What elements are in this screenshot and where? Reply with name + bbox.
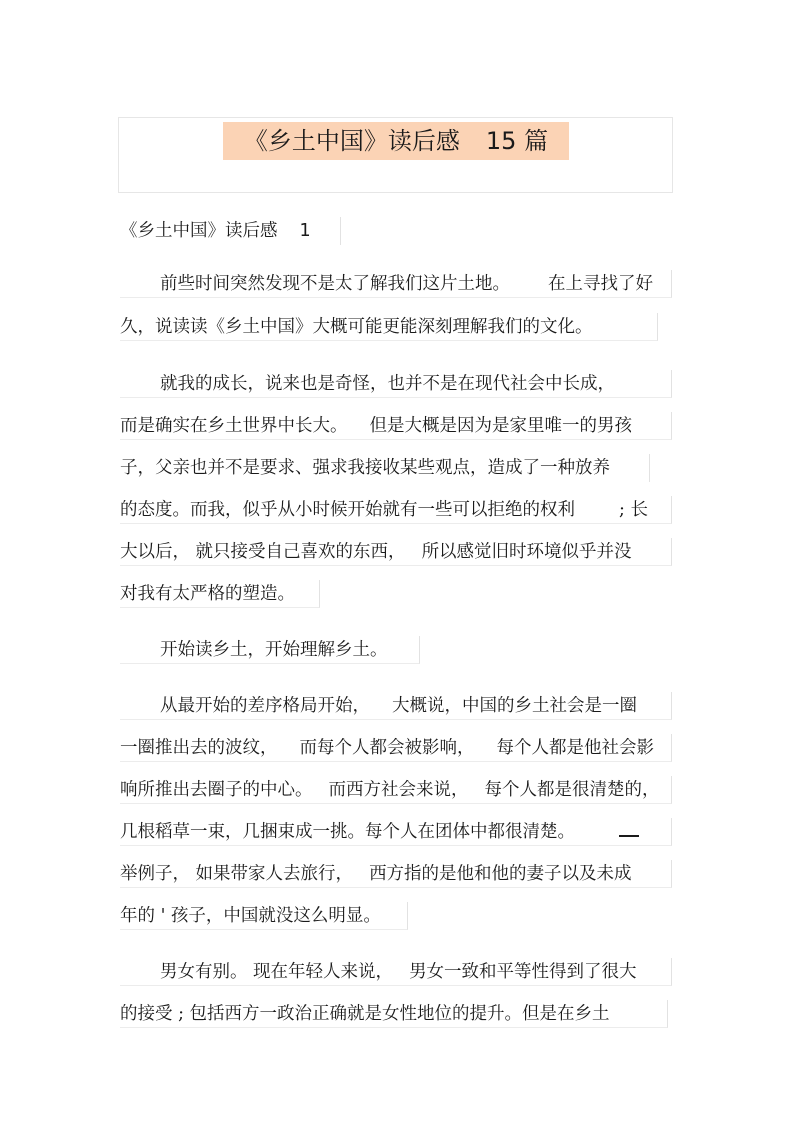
- text-line: [120, 538, 672, 566]
- section-heading: [120, 217, 341, 245]
- text-segment: 男女一致和平等性得到了很大: [409, 962, 637, 982]
- text-segment: 从最开始的差序格局开始，: [160, 696, 370, 716]
- document-title-count: 15 篇: [485, 127, 549, 155]
- underline-mark: [619, 821, 639, 837]
- text-line: [120, 734, 672, 762]
- text-line: [120, 860, 672, 888]
- text-segment: 所以感觉旧时环境似乎并没: [421, 542, 632, 562]
- text-segment: 一圈推出去的波纹，: [120, 738, 278, 758]
- document-title-text: 《乡土中国》读后感: [243, 127, 460, 155]
- text-line: [120, 692, 672, 720]
- section-heading-text: 《乡土中国》读后感: [120, 221, 278, 241]
- text-segment: 而西方社会来说，: [328, 780, 469, 800]
- text-segment: ; 长: [619, 500, 648, 520]
- text-line: [120, 454, 650, 482]
- text-line: [120, 818, 672, 846]
- text-segment: 响所推出去圈子的中心。: [120, 780, 313, 800]
- document-title: [223, 122, 569, 160]
- text-segment: 在上寻找了好: [548, 274, 653, 294]
- text-line: [120, 902, 408, 930]
- text-line: [120, 270, 672, 298]
- text-segment: 就我的成长，说来也是奇怪，也并不是在现代社会中长成，: [160, 374, 615, 394]
- text-segment: 子，父亲也并不是要求、强求我接收某些观点，造成了一种放养: [120, 458, 610, 478]
- section-heading-number: 1: [299, 221, 311, 241]
- text-segment: 几根稻草一束，几捆束成一挑。每个人在团体中都很清楚。: [120, 822, 575, 842]
- text-segment: 举例子， 如果带家人去旅行，: [120, 864, 354, 884]
- text-segment: 久，说读读《乡土中国》大概可能更能深刻理解我们的文化。: [120, 317, 593, 337]
- text-segment: 而是确实在乡土世界中长大。: [120, 416, 348, 436]
- text-segment: 对我有太严格的塑造。: [120, 584, 295, 604]
- text-segment: 每个人都是他社会影: [496, 738, 654, 758]
- text-segment: 的态度。而我，似乎从小时候开始就有一些可以拒绝的权利: [120, 500, 575, 520]
- text-segment: 男女有别。 现在年轻人来说，: [160, 962, 394, 982]
- text-line: [120, 496, 672, 524]
- text-line: [120, 958, 672, 986]
- text-segment: 前些时间突然发现不是太了解我们这片土地。: [160, 274, 510, 294]
- title-box: [118, 117, 673, 193]
- text-line: [120, 412, 672, 440]
- text-line: [120, 370, 672, 398]
- text-segment: 的接受 ; 包括西方一政治正确就是女性地位的提升。但是在乡土: [120, 1004, 610, 1024]
- text-segment: 每个人都是很清楚的，: [484, 780, 660, 800]
- text-segment: 大以后， 就只接受自己喜欢的东西，: [120, 542, 406, 562]
- text-line: [120, 776, 672, 804]
- text-segment: 大概说，中国的乡土社会是一圈: [392, 696, 637, 716]
- text-segment: 而每个人都会被影响，: [299, 738, 475, 758]
- text-line: [120, 636, 420, 664]
- text-line: [120, 580, 320, 608]
- text-segment: 西方指的是他和他的妻子以及未成: [369, 864, 632, 884]
- text-line: [120, 313, 658, 341]
- text-line: [120, 1000, 668, 1028]
- text-segment: 开始读乡土，开始理解乡土。: [160, 640, 388, 660]
- text-segment: 但是大概是因为是家里唯一的男孩: [369, 416, 632, 436]
- text-segment: 年的 ' 孩子，中国就没这么明显。: [120, 906, 381, 926]
